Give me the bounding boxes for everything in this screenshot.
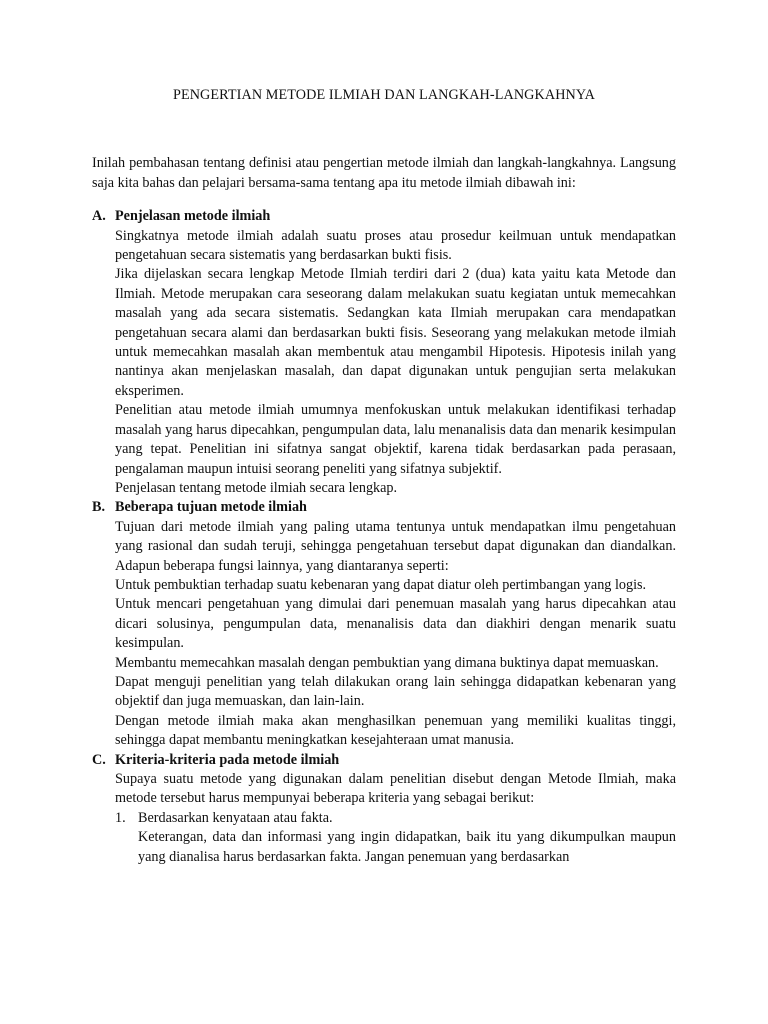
section-b: [92, 498, 676, 750]
criteria-item-heading: Berdasarkan kenyataan atau fakta.: [138, 809, 333, 826]
section-a-paragraph: Jika dijelaskan secara lengkap Metode Ilmiah terdiri dari 2 (dua) kata yaitu kata Metode dan Ilmiah. Metode merupakan cara seseorang dalam melakukan suatu kegiatan untuk memecahkan masalah yang ada secara sistematis. Sedangkan kata Ilmiah merupakan cara mendapatkan pengetahuan secara alami dan berdasarkan bukti fisis. Seseorang yang melakukan metode ilmiah untuk memecahkan masalah akan membentuk atau mengambil Hipotesis. Hipotesis inilah yang nantinya akan menjelaskan masalah, dan dapat digunakan untuk pengujian serta melakukan eksperimen.: [115, 266, 676, 399]
section-c-heading: Kriteria-kriteria pada metode ilmiah: [115, 751, 340, 768]
section-c-letter: C.: [92, 751, 106, 768]
section-c: [92, 751, 676, 867]
section-b-paragraph: Untuk mencari pengetahuan yang dimulai dari penemuan masalah yang harus dipecahkan atau dicari solusinya, pengumpulan data, menanalisis data dan diakhiri dengan menarik suatu kesimpulan.: [115, 596, 676, 652]
section-b-paragraph: Membantu memecahkan masalah dengan pembuktian yang dimana buktinya dapat memuaskan.: [115, 654, 659, 671]
document-title: PENGERTIAN METODE ILMIAH DAN LANGKAH-LANGKAHNYA: [172, 87, 596, 103]
section-a-paragraph: Penelitian atau metode ilmiah umumnya menfokuskan untuk melakukan identifikasi terhadap masalah yang harus dipecahkan, pengumpulan data, lalu menanalisis data dan menarik kesimpulan yang tepat. Penelitian ini sifatnya sangat objektif, karena tidak berdasarkan pada perasaan, pengalaman maupun intuisi seorang peneliti yang sifatnya subjektif.: [115, 402, 676, 477]
section-a-paragraph: Penjelasan tentang metode ilmiah secara lengkap.: [115, 479, 398, 496]
section-a-heading: Penjelasan metode ilmiah: [115, 208, 271, 225]
section-a-letter: A.: [92, 208, 106, 225]
section-b-paragraph: Untuk pembuktian terhadap suatu kebenaran yang dapat diatur oleh pertimbangan yang logis.: [115, 576, 647, 593]
section-b-paragraph: Tujuan dari metode ilmiah yang paling utama tentunya untuk mendapatkan ilmu pengetahuan yang rasional dan sudah teruji, sehingga pengetahuan tersebut dapat digunakan dan diandalkan. Adapun beberapa fungsi lainnya, yang diantaranya seperti:: [115, 518, 676, 574]
section-b-paragraph: Dengan metode ilmiah maka akan menghasilkan penemuan yang memiliki kualitas tinggi, sehingga dapat membantu meningkatkan kesejahteraan umat manusia.: [115, 712, 676, 749]
criteria-item-number: 1.: [115, 809, 126, 826]
section-b-paragraph: Dapat menguji penelitian yang telah dilakukan orang lain sehingga didapatkan kebenaran yang objektif dan juga memuaskan, dan lain-lain.: [115, 673, 676, 710]
section-a-paragraph: Singkatnya metode ilmiah adalah suatu proses atau prosedur keilmuan untuk mendapatkan pengetahuan secara sistematis yang berdasarkan bukti fisis.: [115, 227, 676, 264]
section-a: [92, 207, 676, 498]
section-b-letter: B.: [92, 499, 106, 516]
section-c-paragraph: Supaya suatu metode yang digunakan dalam penelitian disebut dengan Metode Ilmiah, maka metode tersebut harus mempunyai beberapa kriteria yang sebagai berikut:: [115, 771, 676, 807]
criteria-item-text: Keterangan, data dan informasi yang ingin didapatkan, baik itu yang dikumpulkan maupun yang dianalisa harus berdasarkan fakta. Jangan penemuan yang berdasarkan: [138, 829, 676, 865]
criteria-item: [115, 809, 676, 867]
section-b-heading: Beberapa tujuan metode ilmiah: [115, 499, 307, 516]
intro-paragraph: Inilah pembahasan tentang definisi atau pengertian metode ilmiah dan langkah-langkahnya. Langsung saja kita bahas dan pelajari bersama-sama tentang apa itu metode ilmiah dibawah ini:: [92, 155, 676, 191]
